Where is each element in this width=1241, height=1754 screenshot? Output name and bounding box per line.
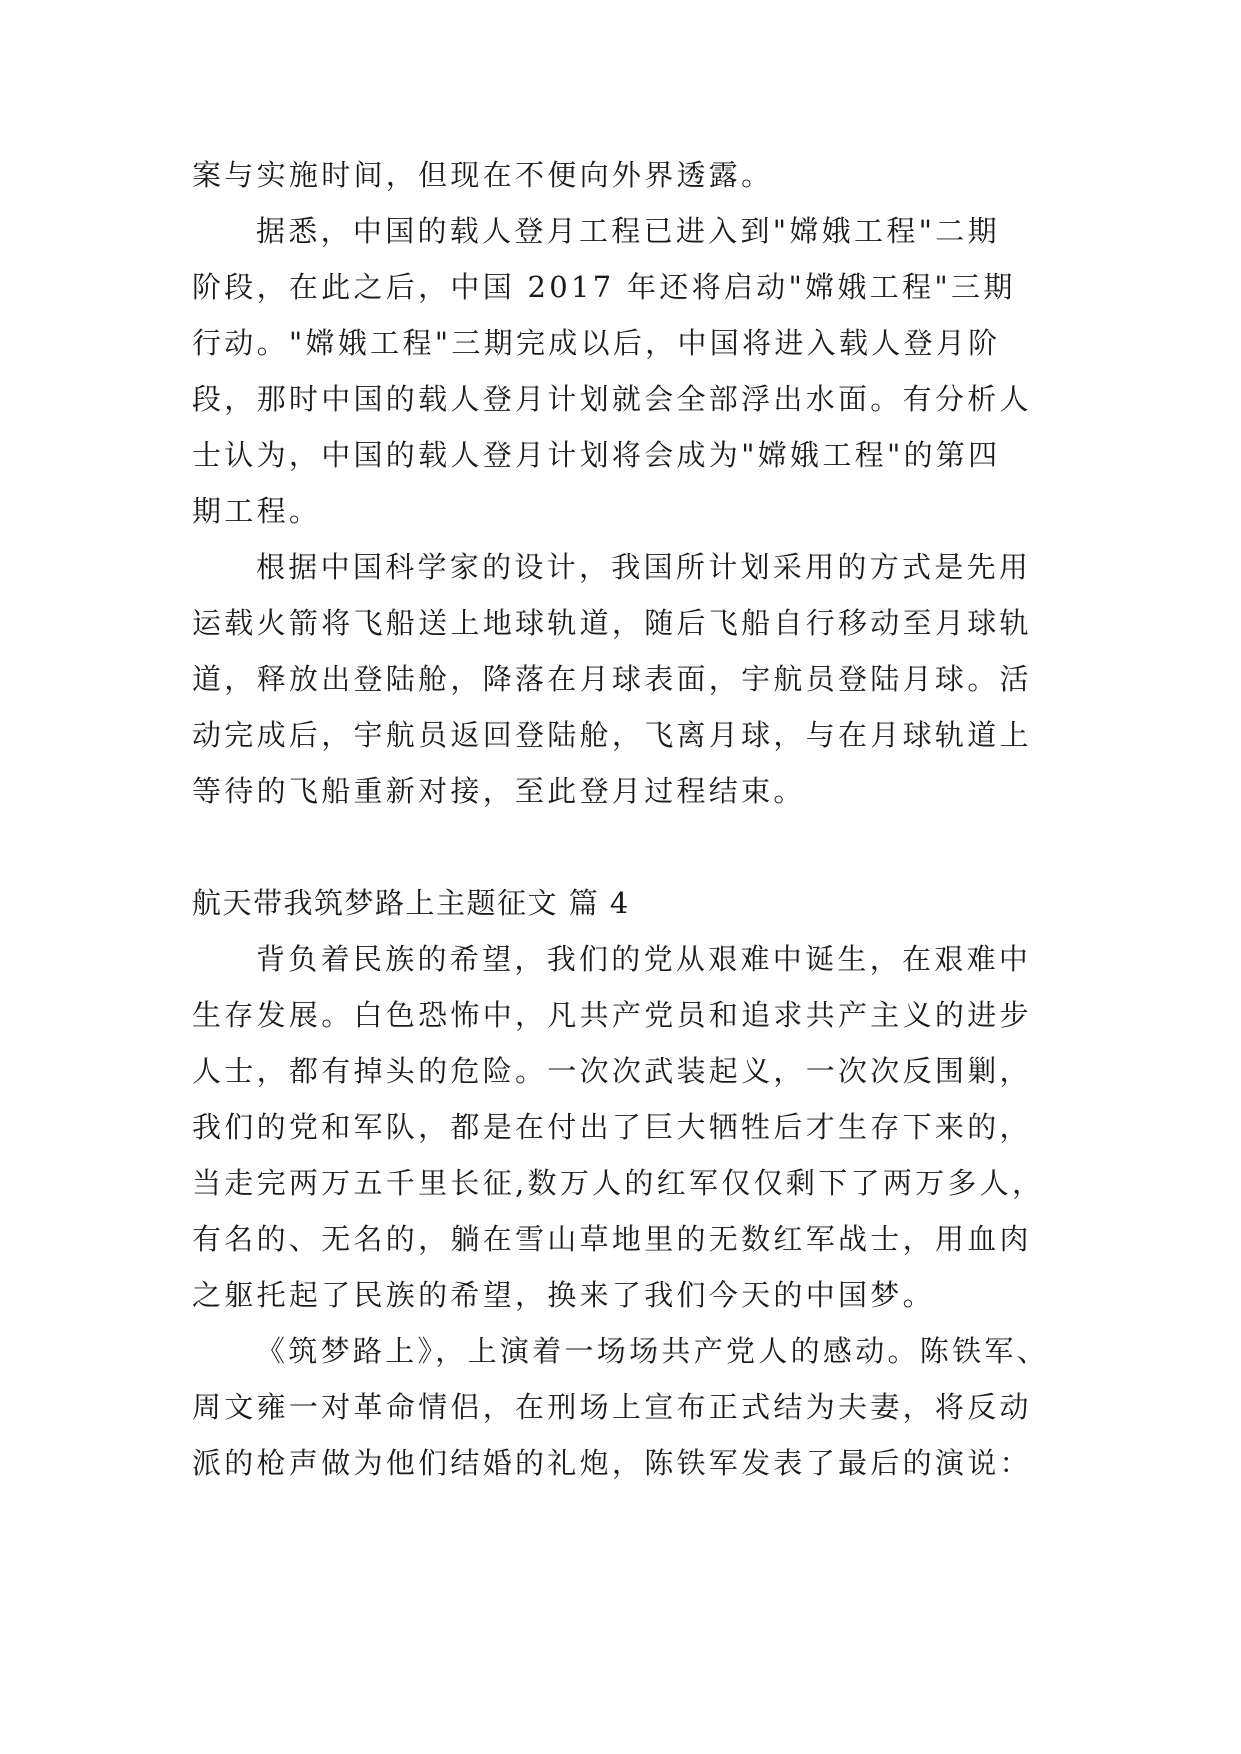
text-line: 道，释放出登陆舱，降落在月球表面，宇航员登陆月球。活 [192,662,1032,696]
text-line: 我们的党和军队，都是在付出了巨大牺牲后才生存下来的， [192,1110,1032,1144]
text-line: 士认为，中国的载人登月计划将会成为"嫦娥工程"的第四 [192,438,1001,472]
text-line: 案与实施时间，但现在不便向外界透露。 [192,158,774,192]
text-line: 动完成后，宇航员返回登陆舱，飞离月球，与在月球轨道上 [192,718,1032,752]
text-line: 行动。"嫦娥工程"三期完成以后，中国将进入载人登月阶 [192,326,1001,360]
document-body [192,147,1092,1491]
paragraph-continuation [192,147,1092,203]
paragraph-dream-road [192,1323,1092,1491]
paragraph-landing-design [192,539,1092,819]
text-line: 据悉，中国的载人登月工程已进入到"嫦娥工程"二期 [256,214,1000,248]
text-line: 派的枪声做为他们结婚的礼炮，陈铁军发表了最后的演说： [192,1446,1032,1480]
paragraph-chang-e-phases [192,203,1092,539]
text-line: 期工程。 [192,494,322,528]
text-line: 有名的、无名的，躺在雪山草地里的无数红军战士，用血肉 [192,1222,1032,1256]
text-line: 等待的飞船重新对接，至此登月过程结束。 [192,774,806,808]
text-line: 根据中国科学家的设计，我国所计划采用的方式是先用 [256,550,1032,584]
text-line: 段，那时中国的载人登月计划就会全部浮出水面。有分析人 [192,382,1032,416]
text-line: 背负着民族的希望，我们的党从艰难中诞生，在艰难中 [256,942,1032,976]
text-line: 人士，都有掉头的危险。一次次武装起义，一次次反围剿， [192,1054,1032,1088]
text-line: 周文雍一对革命情侣，在刑场上宣布正式结为夫妻，将反动 [192,1390,1032,1424]
text-line: 当走完两万五千里长征,数万人的红军仅仅剩下了两万多人， [192,1166,1045,1200]
text-line: 《筑梦路上》，上演着一场场共产党人的感动。陈铁军、 [256,1334,1050,1368]
paragraph-national-hope [192,931,1092,1323]
section-spacer [192,819,1092,875]
text-line: 阶段，在此之后，中国 2017 年还将启动"嫦娥工程"三期 [192,270,1016,304]
text-line: 运载火箭将飞船送上地球轨道，随后飞船自行移动至月球轨 [192,606,1032,640]
text-line: 生存发展。白色恐怖中，凡共产党员和追求共产主义的进步 [192,998,1032,1032]
text-line: 之躯托起了民族的希望，换来了我们今天的中国梦。 [192,1278,935,1312]
section-heading: 航天带我筑梦路上主题征文 篇 4 [192,886,630,920]
